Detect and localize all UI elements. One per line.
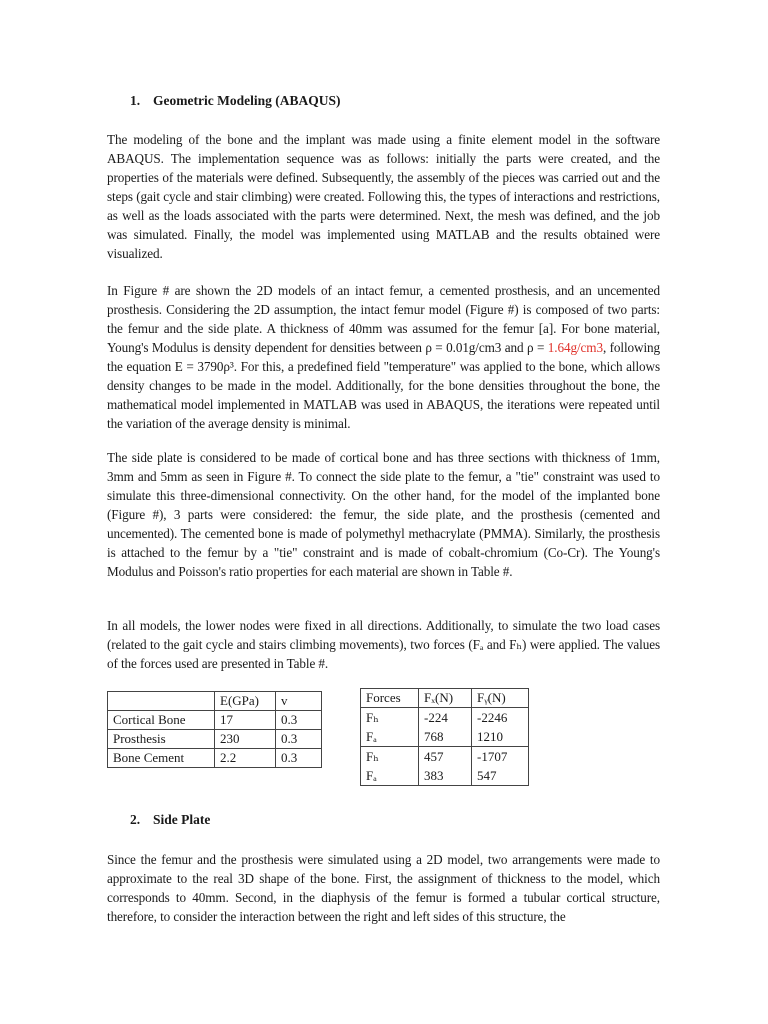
table-cell bbox=[419, 747, 472, 786]
table-cell: 0.3 bbox=[276, 711, 322, 730]
paragraph-figure-models bbox=[107, 281, 660, 433]
table-cell: 2.2 bbox=[215, 749, 276, 768]
table-row bbox=[108, 749, 322, 768]
table-header-cell: Fᵧ(N) bbox=[472, 689, 529, 708]
table-header-row bbox=[108, 692, 322, 711]
table-cell: 0.3 bbox=[276, 749, 322, 768]
force-label: Fₕ bbox=[366, 710, 379, 725]
table-row bbox=[108, 711, 322, 730]
table-header-cell: E(GPa) bbox=[215, 692, 276, 711]
table-cell: Prosthesis bbox=[108, 730, 215, 749]
highlighted-density-value: 1.64g/cm3 bbox=[547, 340, 603, 355]
table-header-row bbox=[361, 689, 529, 708]
paragraph-boundary-conditions: In all models, the lower nodes were fixed in all directions. Additionally, to simulate the two load cases (related to the gait cycle and stairs climbing movements), two forces (Fₐ and Fₕ) were applied. The values of the forces used are presented in Table #. bbox=[107, 618, 660, 671]
paragraph-text-before: In Figure # are shown the 2D models of an intact femur, a cemented prosthesis, and an uncemented prosthesis. Considering the 2D assumption, the intact femur model (Figure #) is composed of two parts: the femur and the side plate. A thickness of 40mm was assumed for the femur [a]. For bone material, Young's Modulus is density dependent for densities between ρ = 0.01g/cm3 and ρ = bbox=[107, 283, 660, 355]
force-value: 768 bbox=[424, 729, 444, 744]
section-heading-2 bbox=[130, 812, 210, 828]
forces-table bbox=[360, 688, 529, 786]
force-label: Fₐ bbox=[366, 768, 377, 783]
force-label: Fₐ bbox=[366, 729, 377, 744]
force-label: Fₕ bbox=[366, 749, 379, 764]
table-cell bbox=[361, 747, 419, 786]
table-row bbox=[361, 708, 529, 747]
materials-table bbox=[107, 691, 322, 768]
table-cell: 17 bbox=[215, 711, 276, 730]
table-cell: 0.3 bbox=[276, 730, 322, 749]
section-title: Side Plate bbox=[153, 812, 211, 827]
table-cell: Cortical Bone bbox=[108, 711, 215, 730]
paragraph-modeling-intro: The modeling of the bone and the implant was made using a finite element model in the software ABAQUS. The implementation sequence was as follows: initially the parts were created, and the properties of the materials were defined. Subsequently, the assembly of the pieces was carried out and the steps (gait cycle and stair climbing) were created. Following this, the types of interactions and restrictions, as well as the loads associated with the parts were determined. Next, the mesh was defined, and the job was simulated. Finally, the model was implemented using MATLAB and the results obtained were visualized. bbox=[107, 132, 660, 261]
table-cell bbox=[419, 708, 472, 747]
force-value: 457 bbox=[424, 749, 444, 764]
section-title: Geometric Modeling (ABAQUS) bbox=[153, 93, 341, 108]
force-value: -2246 bbox=[477, 710, 508, 725]
force-value: 383 bbox=[424, 768, 444, 783]
force-value: -224 bbox=[424, 710, 448, 725]
table-header-cell: Fₓ(N) bbox=[419, 689, 472, 708]
table-header-cell: Forces bbox=[361, 689, 419, 708]
section-number: 2. bbox=[130, 812, 141, 827]
force-value: -1707 bbox=[477, 749, 508, 764]
section-heading-1 bbox=[130, 93, 340, 109]
table-cell: Bone Cement bbox=[108, 749, 215, 768]
table-cell bbox=[472, 747, 529, 786]
force-value: 547 bbox=[477, 768, 497, 783]
table-cell bbox=[361, 708, 419, 747]
paragraph-text-after: , following the equation E = 3790ρ³. For this, a predefined field "temperature" was applied to the bone, which allows density changes to be made in the model. Additionally, for the bone densities throughout the bone, the mathematical model implemented in MATLAB was used in ABAQUS, the iterations were repeated until the variation of the average density is minimal. bbox=[107, 340, 661, 431]
table-row bbox=[108, 730, 322, 749]
table-header-cell bbox=[108, 692, 215, 711]
paragraph-side-plate-details: Since the femur and the prosthesis were simulated using a 2D model, two arrangements were made to approximate to the real 3D shape of the bone. First, the assignment of thickness to the model, which corresponds to 40mm. Second, in the diaphysis of the femur is formed a tubular cortical structure, therefore, to consider the interaction between the right and left sides of this structure, the bbox=[107, 852, 660, 924]
section-number: 1. bbox=[130, 93, 141, 108]
table-header-cell: v bbox=[276, 692, 322, 711]
paragraph-side-plate: The side plate is considered to be made of cortical bone and has three sections with thickness of 1mm, 3mm and 5mm as seen in Figure #. To connect the side plate to the femur, a "tie" constraint was used to simulate this three-dimensional connectivity. On the other hand, for the model of the implanted bone (Figure #), 3 parts were considered: the femur, the side plate, and the prosthesis (cemented and uncemented). The cemented bone is made of polymethyl methacrylate (PMMA). Similarly, the prosthesis is attached to the femur by a "tie" constraint and is made of cobalt-chromium (Co-Cr). The Young's Modulus and Poisson's ratio properties for each material are shown in Table #. bbox=[107, 450, 660, 579]
force-value: 1210 bbox=[477, 729, 503, 744]
table-row bbox=[361, 747, 529, 786]
table-cell bbox=[472, 708, 529, 747]
table-cell: 230 bbox=[215, 730, 276, 749]
